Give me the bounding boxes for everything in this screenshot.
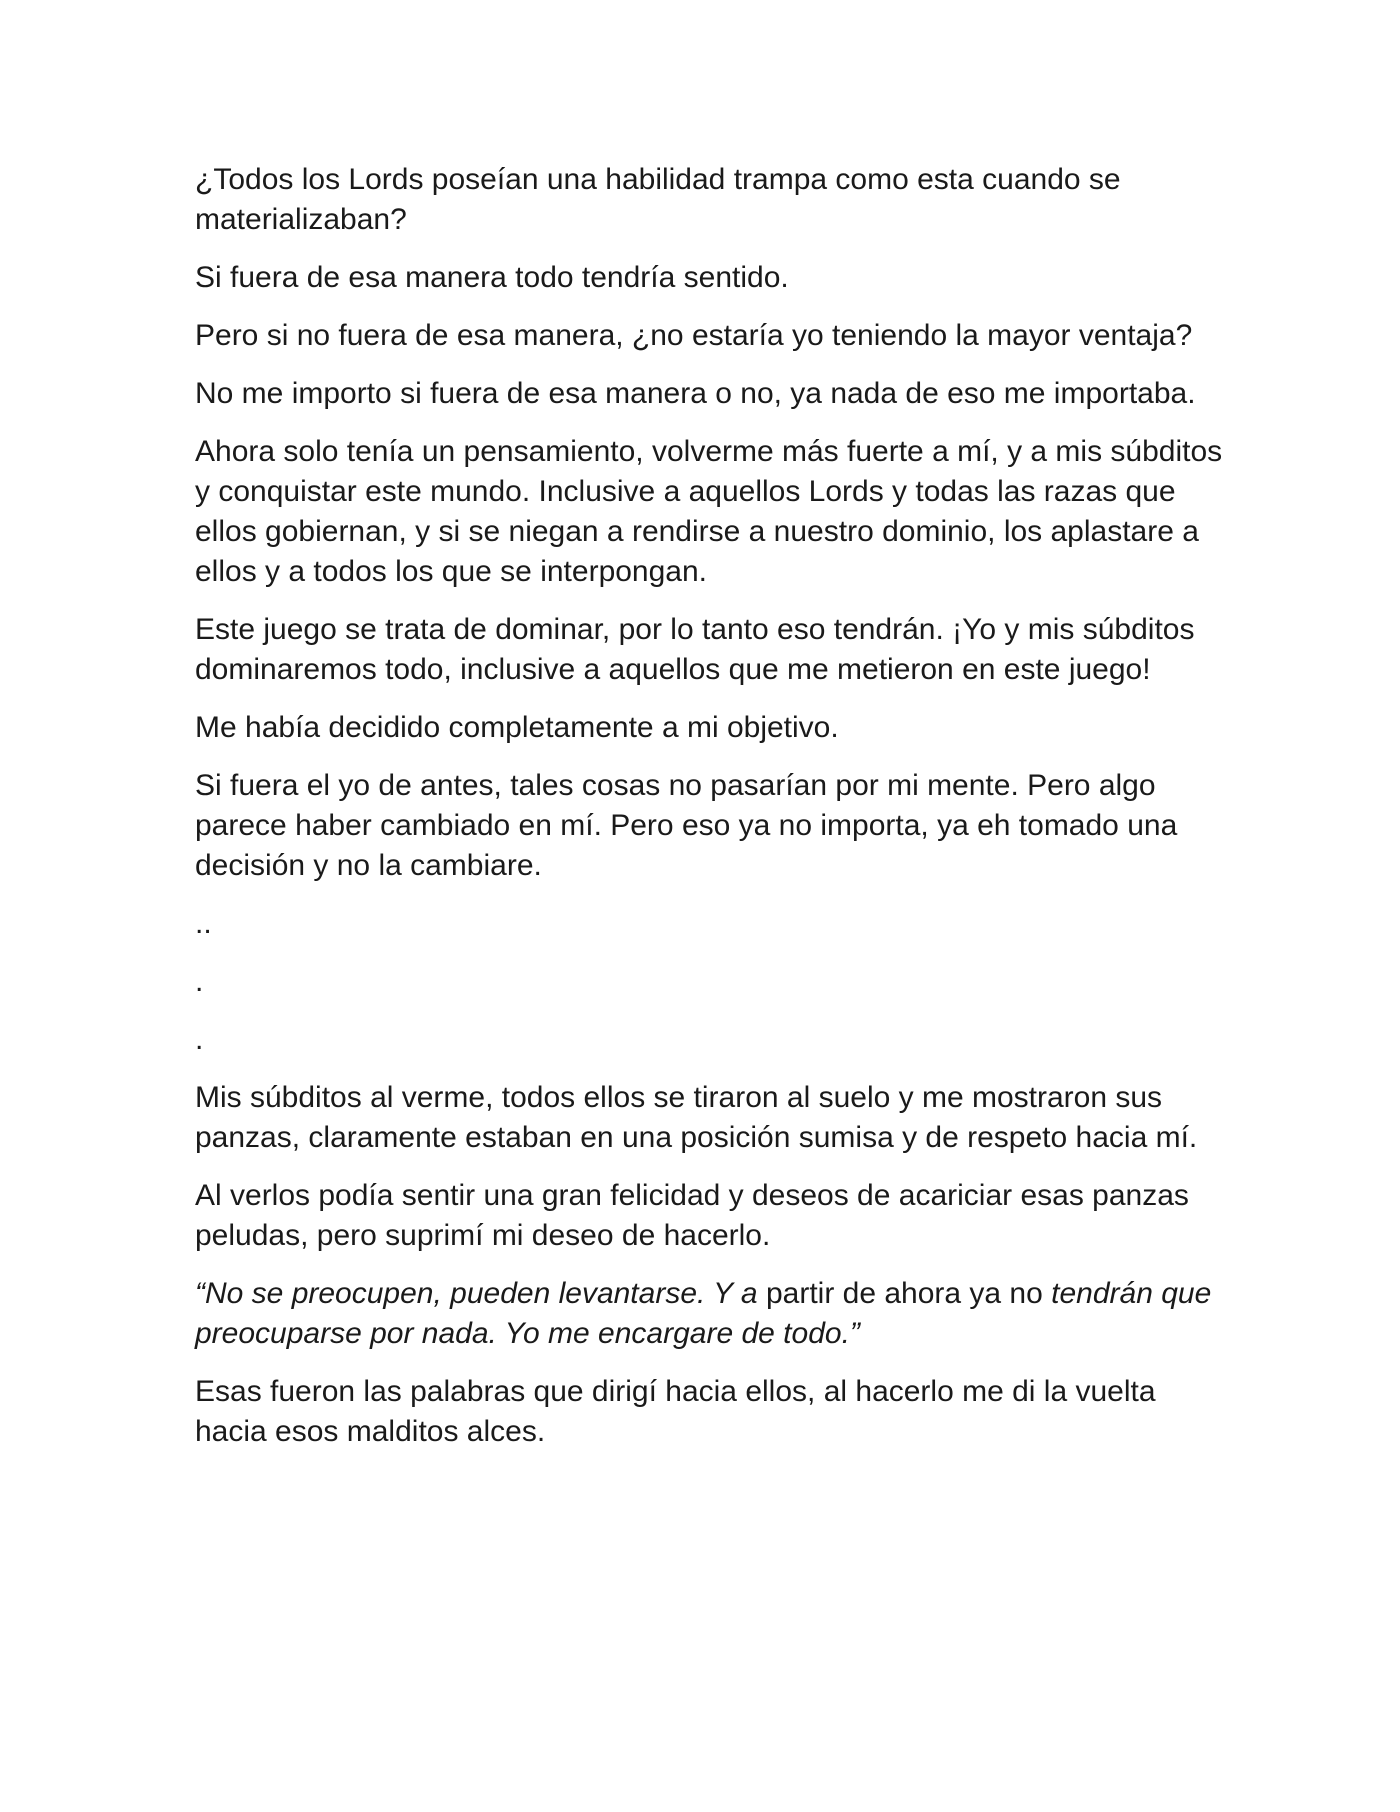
paragraph: Si fuera el yo de antes, tales cosas no pasarían por mi mente. Pero algo parece haber cambiado en mí. Pero eso ya no importa, ya eh tomado una decisión y no la cambiare. [195, 769, 1178, 882]
document-body [195, 160, 1225, 1470]
section-separator: .. [195, 907, 212, 940]
dialogue-quote [195, 1274, 1225, 1354]
paragraph: Esas fueron las palabras que dirigí hacia ellos, al hacerlo me di la vuelta hacia esos malditos alces. [195, 1375, 1156, 1448]
quote-italic-part: tendrán que preocuparse por nada. Yo me encargare de todo.” [195, 1277, 1212, 1350]
paragraph: Pero si no fuera de esa manera, ¿no estaría yo teniendo la mayor ventaja? [195, 319, 1193, 352]
paragraph: Si fuera de esa manera todo tendría sentido. [195, 261, 789, 294]
paragraph: ¿Todos los Lords poseían una habilidad trampa como esta cuando se materializaban? [195, 163, 1121, 236]
paragraph: No me importo si fuera de esa manera o no, ya nada de eso me importaba. [195, 377, 1196, 410]
paragraph: Este juego se trata de dominar, por lo tanto eso tendrán. ¡Yo y mis súbditos dominaremos todo, inclusive a aquellos que me metieron en este juego! [195, 613, 1195, 686]
quote-italic-part: “No se preocupen, pueden levantarse. Y a [195, 1277, 758, 1310]
paragraph: Me había decidido completamente a mi objetivo. [195, 711, 839, 744]
paragraph: Ahora solo tenía un pensamiento, volverme más fuerte a mí, y a mis súbditos y conquistar este mundo. Inclusive a aquellos Lords y todas las razas que ellos gobiernan, y si se niegan a rendirse a nuestro dominio, los aplastare a ellos y a todos los que se interpongan. [195, 435, 1223, 588]
paragraph: Mis súbditos al verme, todos ellos se tiraron al suelo y me mostraron sus panzas, claramente estaban en una posición sumisa y de respeto hacia mí. [195, 1081, 1198, 1154]
section-separator: . [195, 1023, 204, 1056]
section-separator: . [195, 965, 204, 998]
paragraph: Al verlos podía sentir una gran felicidad y deseos de acariciar esas panzas peludas, pero suprimí mi deseo de hacerlo. [195, 1179, 1189, 1252]
quote-normal-part: partir de ahora ya no [757, 1277, 1052, 1310]
